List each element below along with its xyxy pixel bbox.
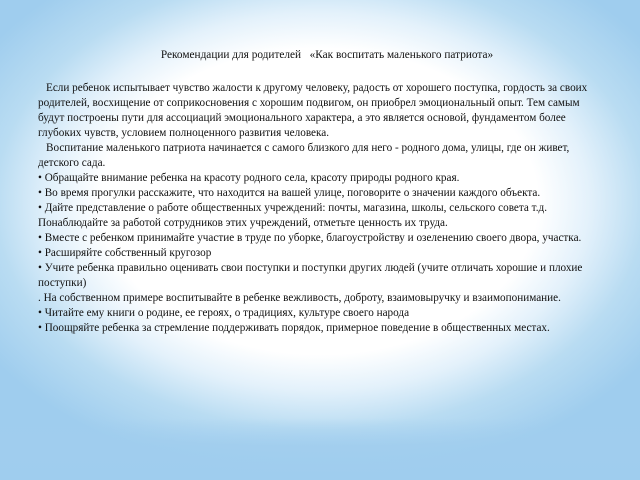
recommendation-item: . На собственном примере воспитывайте в ребенке вежливость, доброту, взаимовыручку и взаимопонимание. [38,292,561,304]
document-body [38,48,604,336]
recommendation-item: • Читайте ему книги о родине, ее героях, о традициях, культуре своего народа [38,307,410,319]
intro-paragraph: Воспитание маленького патриота начинается с самого близкого для него - родного дома, улицы, где он живет, детского сада. [38,142,570,169]
document-title: Рекомендации для родителей «Как воспитать маленького патриота» [160,49,494,61]
recommendation-item: • Вместе с ребенком принимайте участие в труде по уборке, благоустройству и озеленению своего двора, участка. [38,232,582,244]
recommendation-item: • Дайте представление о работе общественных учреждений: почты, магазина, школы, сельского совета т.д. Понаблюдайте за работой сотрудников этих учреждений, отметьте ценность их труда. [38,202,548,229]
recommendation-item: • Учите ребенка правильно оценивать свои поступки и поступки других людей (учите отличать хорошие и плохие поступки) [38,262,583,289]
recommendation-item: • Во время прогулки расскажите, что находится на вашей улице, поговорите о значении каждого объекта. [38,187,541,199]
recommendation-item: • Расширяйте собственный кругозор [38,247,212,259]
recommendation-item: • Поощряйте ребенка за стремление поддерживать порядок, примерное поведение в общественных местах. [38,322,550,334]
intro-paragraph: Если ребенок испытывает чувство жалости к другому человеку, радость от хорошего поступка, гордость за своих родителей, восхищение от соприкосновения с хорошим подвигом, он приобрел эмоциональный опыт. Тем самым будут построены пути для ассоциаций эмоционального характера, а это является основой, фундаментом более глубоких чувств, условием полноценного развития человека. [38,82,588,139]
recommendation-item: • Обращайте внимание ребенка на красоту родного села, красоту природы родного края. [38,172,460,184]
bottom-decor-band [0,418,640,480]
